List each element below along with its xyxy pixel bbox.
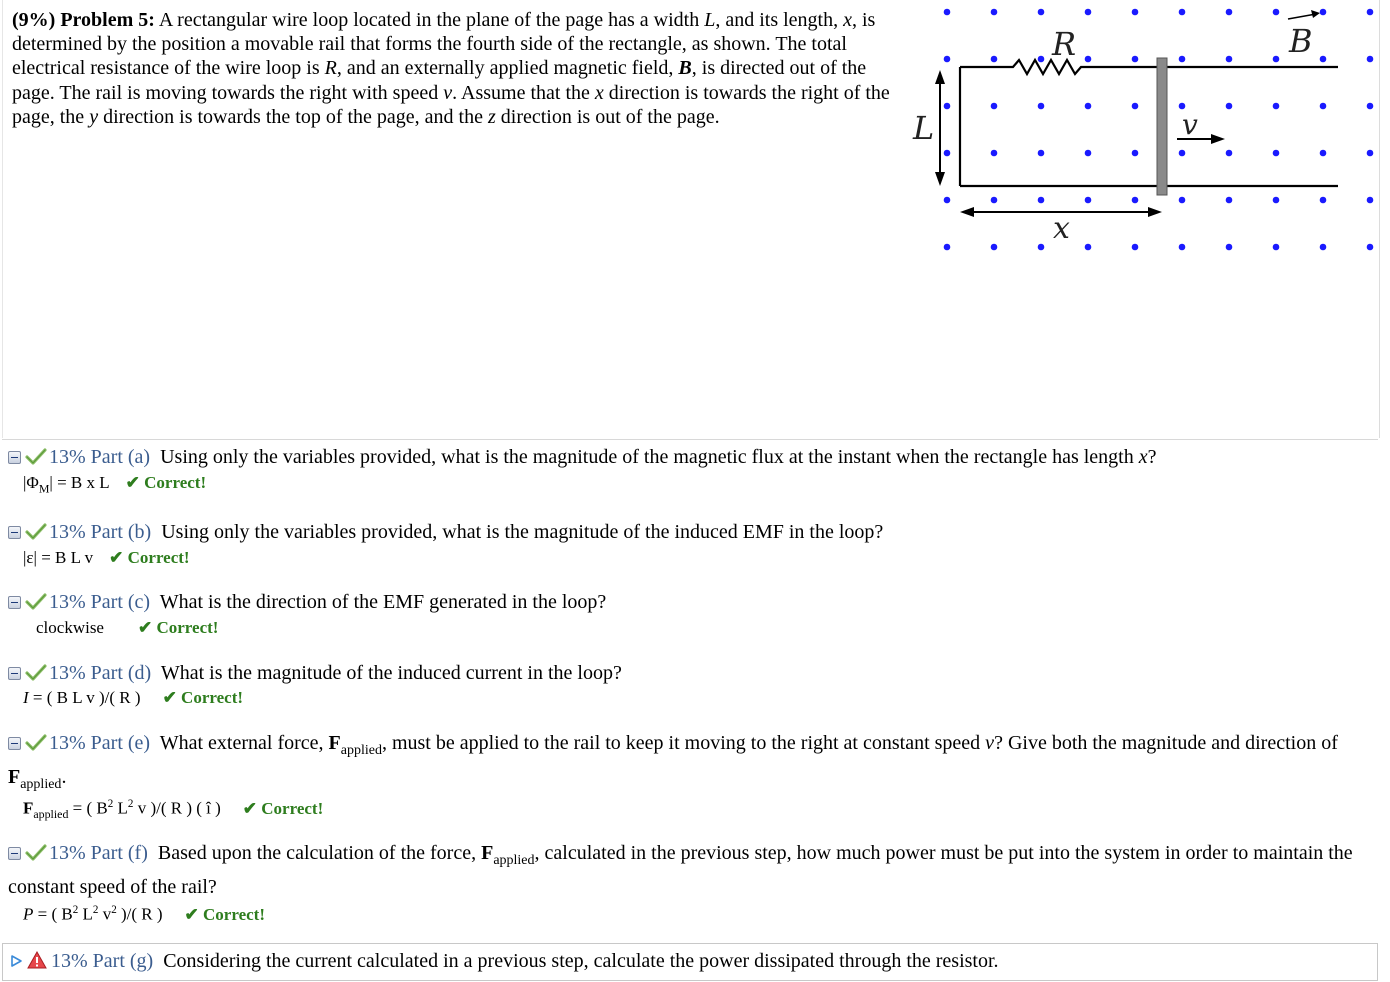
warning-icon (27, 951, 47, 969)
answer-sub: M (38, 481, 50, 496)
var-B: B (678, 57, 692, 80)
part-percent: 13% (49, 446, 86, 468)
field-dot (1132, 150, 1139, 157)
part-question: What external force, (159, 732, 329, 754)
question-var: v (985, 732, 995, 754)
field-dot (991, 197, 998, 204)
field-dot (944, 103, 951, 110)
part-g-header (9, 948, 999, 975)
x-arrowhead-left (960, 207, 974, 217)
field-dot (1226, 197, 1233, 204)
field-dot (1367, 9, 1374, 16)
label-L: L (913, 109, 935, 147)
part-label[interactable]: Part (e) (90, 732, 151, 754)
answer-sub: applied (33, 807, 69, 822)
field-dot (1179, 9, 1186, 16)
question-var: x (1138, 446, 1148, 468)
field-dot (1367, 150, 1374, 157)
correct-status: ✔ Correct! (125, 473, 207, 492)
part-label[interactable]: Part (a) (90, 446, 151, 468)
checkmark-icon (25, 663, 47, 681)
var-y: y (89, 105, 99, 128)
checkmark-icon (25, 843, 47, 861)
label-R: R (1052, 25, 1077, 63)
part-label[interactable]: Part (b) (90, 521, 152, 543)
field-dot (1179, 244, 1186, 251)
answer-d (23, 688, 243, 708)
field-dot (1038, 150, 1045, 157)
problem-text-segment: , and an externally applied magnetic field, (336, 57, 679, 80)
problem-text-segment: , is directed out of the page. The rail is moving towards the right with speed (12, 57, 867, 104)
answer-text: = ( B (33, 904, 73, 924)
field-dot (991, 9, 998, 16)
checkmark-icon (25, 592, 47, 610)
answer-var: P (23, 904, 34, 924)
answer-text: = ( B L v )/( R ) (28, 688, 141, 707)
expand-triangle-icon[interactable] (9, 954, 23, 968)
part-e (8, 730, 1378, 798)
field-dot (1132, 197, 1139, 204)
field-dot (1273, 56, 1280, 63)
part-question: Using only the variables provided, what is the magnitude of the induced EMF in the loop? (161, 521, 884, 543)
field-dot (1273, 9, 1280, 16)
x-arrowhead-right (1148, 207, 1162, 217)
part-c (8, 589, 1378, 616)
problem-title: Problem 5: (60, 9, 155, 31)
field-dot (1038, 103, 1045, 110)
field-dot (1320, 244, 1327, 251)
part-b (8, 519, 1378, 546)
collapse-toggle-icon[interactable] (8, 667, 21, 680)
question-sub: applied (493, 853, 535, 868)
field-dot (1179, 197, 1186, 204)
field-dot (944, 244, 951, 251)
question-end: ? (1147, 446, 1157, 468)
answer-text: |ε| = B L v (23, 548, 94, 567)
field-dot (1179, 150, 1186, 157)
field-dot (1038, 244, 1045, 251)
correct-status: ✔ Correct! (242, 798, 324, 818)
correct-status: ✔ Correct! (184, 904, 265, 924)
loop-top-wire (960, 60, 1338, 74)
field-dot (1273, 244, 1280, 251)
question-sub: applied (340, 743, 382, 758)
separator (2, 439, 1378, 440)
field-dot (991, 150, 998, 157)
part-percent: 13% (49, 662, 86, 684)
movable-rail (1157, 58, 1167, 195)
part-question: What is the direction of the EMF generated in the loop? (159, 591, 607, 613)
part-percent: 13% (49, 521, 86, 543)
field-dot (1038, 9, 1045, 16)
problem-weight: (9%) (12, 9, 56, 31)
field-dot (1367, 103, 1374, 110)
checkmark-icon (25, 522, 47, 540)
label-B: B (1289, 22, 1313, 60)
field-dot (1320, 150, 1327, 157)
part-percent: 13% (49, 591, 86, 613)
problem-statement (12, 8, 912, 129)
collapse-toggle-icon[interactable] (8, 596, 21, 609)
field-dot (1320, 56, 1327, 63)
field-dot (1273, 103, 1280, 110)
problem-text-segment: direction is towards the top of the page, and the (98, 105, 488, 128)
field-dot (1132, 244, 1139, 251)
field-dot (1226, 244, 1233, 251)
field-dot (991, 244, 998, 251)
part-label[interactable]: Part (g) (92, 950, 154, 972)
field-dot (1085, 197, 1092, 204)
correct-status: ✔ Correct! (109, 548, 190, 567)
problem-text-segment: direction is towards the right of the page, the (12, 81, 890, 128)
part-percent: 13% (51, 950, 88, 972)
answer-text: |Φ (23, 473, 39, 492)
part-question: Based upon the calculation of the force, (157, 842, 482, 864)
question-sub: applied (20, 777, 62, 792)
field-dot (1132, 9, 1139, 16)
field-dot (991, 103, 998, 110)
answer-F: F (23, 798, 34, 818)
answer-var: I (23, 688, 29, 707)
correct-status: ✔ Correct! (137, 618, 219, 637)
question-F: F (328, 732, 341, 754)
part-question: What is the magnitude of the induced current in the loop? (160, 662, 622, 684)
answer-sup: 2 (72, 904, 79, 916)
field-dot (1085, 56, 1092, 63)
part-label[interactable]: Part (c) (90, 591, 151, 613)
answer-text: v (98, 904, 112, 924)
field-dot (944, 9, 951, 16)
label-x: x (1053, 211, 1070, 246)
field-dot (1367, 56, 1374, 63)
part-percent: 13% (49, 842, 86, 864)
part-label[interactable]: Part (d) (90, 662, 152, 684)
answer-e (23, 794, 323, 824)
question-F: F (8, 766, 21, 788)
problem-text-segment: , is determined by the position a movable rail that forms the fourth side of the rectangle, as shown. The total electrical resistance of the wire loop is (12, 9, 876, 80)
answer-text: v )/( R ) ( î ) (133, 798, 221, 818)
collapse-toggle-icon[interactable] (8, 451, 21, 464)
part-percent: 13% (49, 732, 86, 754)
answer-sup: 2 (127, 798, 134, 810)
field-dot (1085, 103, 1092, 110)
checkmark-icon (25, 733, 47, 751)
question-F: F (481, 842, 494, 864)
answer-sup: 2 (111, 904, 117, 916)
field-dot (1273, 197, 1280, 204)
part-label[interactable]: Part (f) (90, 842, 148, 864)
var-x: x (594, 81, 604, 104)
part-question: , calculated in the previous step, how much power must be put into the system in order to maintain the constant speed of the rail? (8, 842, 1353, 898)
v-arrowhead (1211, 134, 1225, 144)
var-L: L (704, 9, 716, 31)
answer-f (23, 900, 265, 925)
part-g (2, 943, 1378, 981)
problem-text-segment: . Assume that the (452, 81, 595, 104)
field-dot (1085, 9, 1092, 16)
collapse-toggle-icon[interactable] (8, 847, 21, 860)
answer-text: = ( B (68, 798, 108, 818)
field-dot (1132, 103, 1139, 110)
L-arrowhead-down (935, 172, 945, 186)
field-dot (1320, 197, 1327, 204)
answer-text: clockwise (36, 618, 104, 637)
checkmark-icon (25, 447, 47, 465)
field-dot (1320, 103, 1327, 110)
field-dot (1226, 150, 1233, 157)
answer-text: L (113, 798, 128, 818)
field-dot (1273, 150, 1280, 157)
circuit-diagram (903, 0, 1379, 270)
field-dot (1320, 9, 1327, 16)
field-dot (1226, 56, 1233, 63)
correct-status: ✔ Correct! (162, 688, 244, 707)
field-dot (1179, 56, 1186, 63)
answer-text: | = B x L (49, 473, 110, 492)
collapse-toggle-icon[interactable] (8, 526, 21, 539)
field-dot (991, 56, 998, 63)
part-f (8, 840, 1378, 901)
field-dot (1038, 197, 1045, 204)
answer-b (23, 548, 190, 568)
problem-text-segment: A rectangular wire loop located in the plane of the page has a width (158, 9, 705, 31)
var-z: z (487, 105, 496, 128)
part-question: ? Give both the magnitude and direction of (994, 732, 1338, 754)
problem-text-segment: , and its length, (715, 9, 844, 31)
field-dot (944, 197, 951, 204)
part-d (8, 660, 1378, 687)
answer-text: )/( R ) (116, 904, 163, 924)
part-a (8, 444, 1378, 471)
answer-text: L (78, 904, 93, 924)
field-dot (944, 150, 951, 157)
field-dot (1226, 9, 1233, 16)
B-vector-arrow (1288, 14, 1316, 19)
field-dot (944, 56, 951, 63)
field-dot (1367, 197, 1374, 204)
answer-a (23, 473, 206, 498)
var-x: x (843, 9, 852, 31)
part-question: . (61, 766, 67, 788)
field-dot (1038, 56, 1045, 63)
problem-text-segment: direction is out of the page. (495, 105, 720, 128)
var-R: R (324, 57, 337, 80)
field-dot (1085, 150, 1092, 157)
collapse-toggle-icon[interactable] (8, 737, 21, 750)
part-question: Considering the current calculated in a previous step, calculate the power dissipated through the resistor. (163, 950, 999, 972)
label-v: v (1182, 108, 1198, 141)
B-vector-arrowhead (1311, 10, 1320, 18)
part-question: , must be applied to the rail to keep it moving to the right at constant speed (381, 732, 986, 754)
problem-panel (2, 0, 1380, 438)
part-question: Using only the variables provided, what is the magnitude of the magnetic flux at the instant when the rectangle has length (160, 446, 1139, 468)
L-arrowhead-up (935, 70, 945, 84)
field-dot (1085, 244, 1092, 251)
field-dot (1226, 103, 1233, 110)
var-v: v (443, 81, 453, 104)
field-dot (1367, 244, 1374, 251)
field-dot (1132, 56, 1139, 63)
answer-sup: 2 (107, 798, 114, 810)
answer-sup: 2 (92, 904, 99, 916)
answer-c (36, 618, 218, 638)
